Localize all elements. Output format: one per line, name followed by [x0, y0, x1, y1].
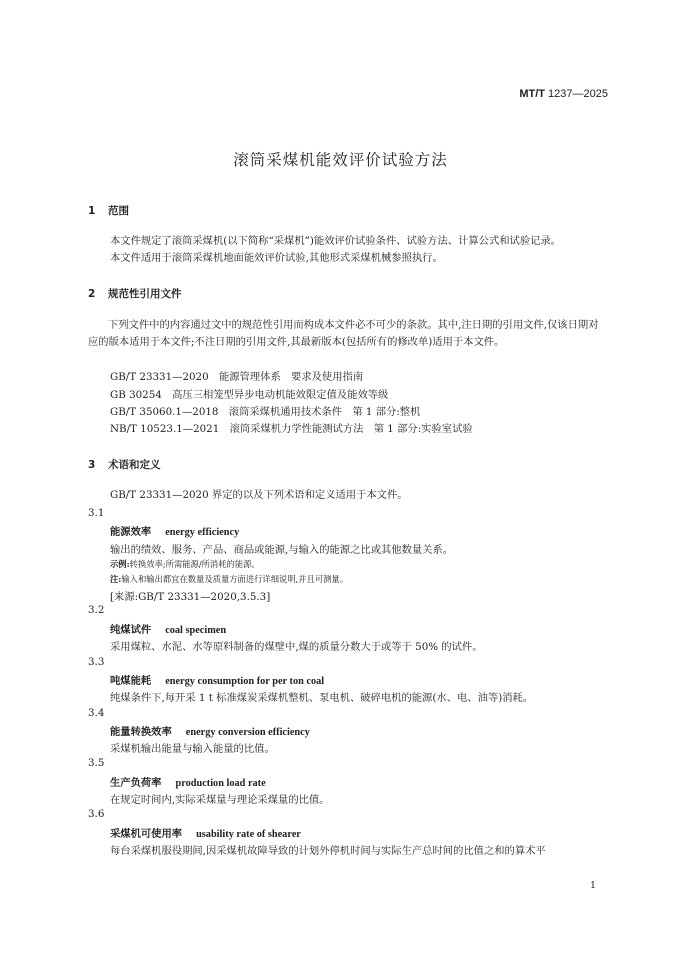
term-example: 示例:转换效率;所需能源/所消耗的能源。 [110, 559, 260, 569]
section-3-heading: 3 术语和定义 [88, 459, 161, 471]
term-note: 注:输入和输出都宜在数量及质量方面进行详细说明,并且可测量。 [110, 574, 349, 584]
term-title: 纯煤试件 coal specimen [110, 624, 227, 636]
term-title: 吨煤能耗 energy consumption for per ton coal [110, 675, 325, 687]
term-number: 3.5 [88, 757, 105, 769]
term-definition: 每台采煤机服役期间,因采煤机故障导致的计划外停机时间与实际生产总时间的比值之和的算术平 [110, 845, 546, 857]
document-title: 滚筒采煤机能效评价试验方法 [233, 151, 448, 169]
term-number: 3.6 [88, 808, 105, 820]
section-1-heading: 1 范围 [88, 205, 129, 217]
term-definition: 纯煤条件下,每开采 1 t 标准煤炭采煤机整机、泵电机、破碎电机的能源(水、电、油等)消耗。 [110, 692, 534, 704]
term-number: 3.1 [88, 507, 105, 519]
term-definition: 在规定时间内,实际采煤量与理论采煤量的比值。 [110, 794, 330, 806]
term-number: 3.4 [88, 707, 105, 719]
term-title: 能量转换效率 energy conversion efficiency [110, 726, 310, 738]
section-1-paragraph: 本文件规定了滚筒采煤机(以下简称“采煤机”)能效评价试验条件、试验方法、计算公式和试验记录。 [110, 235, 562, 247]
term-source: [来源:GB/T 23331—2020,3.5.3] [110, 591, 271, 603]
reference-item: GB/T 35060.1—2018 滚筒采煤机通用技术条件 第 1 部分:整机 [110, 406, 421, 418]
term-number: 3.2 [88, 604, 105, 616]
standard-code: MT/T 1237—2025 [519, 88, 608, 100]
term-definition: 输出的绩效、服务、产品、商品或能源,与输入的能源之比或其他数量关系。 [110, 544, 454, 556]
term-title: 采煤机可使用率 usability rate of shearer [110, 828, 301, 840]
reference-item: NB/T 10523.1—2021 滚筒采煤机力学性能测试方法 第 1 部分:实验室试验 [110, 423, 473, 435]
term-definition: 采用煤粒、水泥、水等原料制备的煤壁中,煤的质量分数大于或等于 50% 的试件。 [110, 641, 483, 653]
section-2-intro: 下列文件中的内容通过文中的规范性引用而构成本文件必不可少的条款。其中,注日期的引用文件,仅该日期对应的版本适用于本文件;不注日期的引用文件,其最新版本(包括所有的修改单)适用于本文件。 [88, 319, 599, 348]
section-2-heading: 2 规范性引用文件 [88, 288, 182, 300]
page-number: 1 [589, 880, 596, 891]
term-title: 生产负荷率 production load rate [110, 777, 266, 789]
section-1-paragraph: 本文件适用于滚筒采煤机地面能效评价试验,其他形式采煤机械参照执行。 [110, 252, 443, 264]
reference-item: GB 30254 高压三相笼型异步电动机能效限定值及能效等级 [110, 389, 389, 401]
term-definition: 采煤机输出能量与输入能量的比值。 [110, 743, 275, 755]
term-number: 3.3 [88, 656, 105, 668]
reference-item: GB/T 23331—2020 能源管理体系 要求及使用指南 [110, 371, 364, 383]
term-title: 能源效率 energy efficiency [110, 526, 240, 538]
section-3-intro: GB/T 23331—2020 界定的以及下列术语和定义适用于本文件。 [110, 489, 408, 501]
